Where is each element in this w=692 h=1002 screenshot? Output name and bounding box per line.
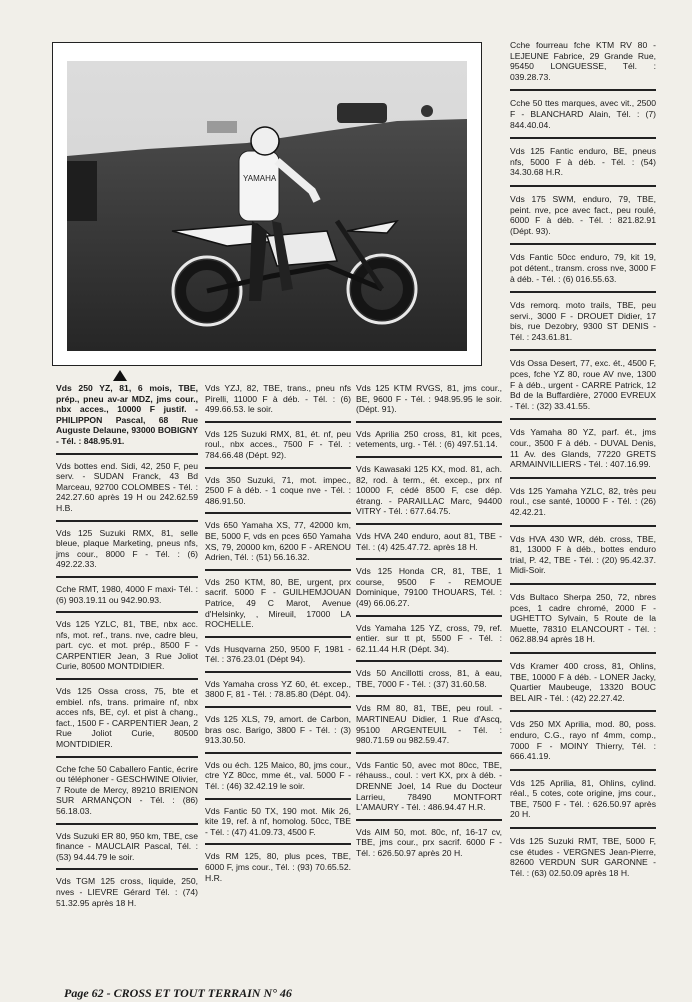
classified-ad: Vds 250 KTM, 80, BE, urgent, prx sacrif. 5000 F - GUILHEMJOUAN Patrice, 49 C Marot, Avenue d'Helsinky, , Mireuil, 17000 LA ROCHELLE. — [205, 577, 351, 638]
classified-ad: Vds 125 Suzuki RMT, TBE, 5000 F, cse études - VERGNES Jean-Pierre, 82600 VERDUN SUR GARONNE - Tél. : (63) 02.50.09 après 18 H. — [510, 836, 656, 878]
classified-ad: Vds HVA 430 WR, déb. cross, TBE, 81, 13000 F à déb., bottes enduro trial, P. 42, TBE - Tél. : (20) 95.42.37. Midi-Soir. — [510, 534, 656, 585]
classified-ad: Vds Yamaha cross YZ 60, ét. excep., 3800 F, 81 - Tél. : 78.85.80 (Dépt. 04). — [205, 679, 351, 708]
classified-ad: Vds Fantic 50, avec mot 80cc, TBE, réhauss., coul. : vert KX, prx à déb. - DRENNE Joel, 14 Rue du Docteur Larrieu, 78490 MONTFORT L'AMAURY - Tél. : 486.94.47 H.R. — [356, 760, 502, 821]
classified-ad: Vds bottes end. Sidi, 42, 250 F, peu serv. - SUDAN Franck, 43 Bd Marceau, 92700 COLOMBES - Tél. : 242.27.60 après 19 H ou 242.62.59 H.B. — [56, 461, 198, 522]
classified-ad: Cche RMT, 1980, 4000 F maxi- Tél. : (6) 903.19.11 ou 942.90.93. — [56, 584, 198, 613]
classified-ad: Vds Ossa Desert, 77, exc. ét., 4500 F, pces, fche YZ 80, roue AV nve, 1300 F à déb., urgent - CARRE Patrick, 12 Bd de la Buffardière, 27000 EVREUX - Tél. : (32) 33.41.55. — [510, 358, 656, 420]
classified-ad: Vds Fantic 50 TX, 190 mot. Mik 26, kite 19, ref. à nf, homolog. 50cc, TBE - Tél. : (47) 41.09.73, 4500 F. — [205, 806, 351, 846]
classified-ad: Cche fourreau fche KTM RV 80 - LEJEUNE Fabrice, 29 Grande Rue, 95450 LONGUESSE, Tél. : 039.28.73. — [510, 40, 656, 91]
classified-ad: Vds 125 Yamaha YZLC, 82, très peu roul., cse santé, 10000 F - Tél. : (26) 42.42.21. — [510, 486, 656, 527]
classified-ad: Vds 125 Suzuki RMX, 81, selle bleue, plaque Marketing, pneus nfs, jms cour., 8000 F - Tél. : (6) 492.22.33. — [56, 528, 198, 578]
classified-ad: Vds Kawasaki 125 KX, mod. 81, ach. 82, rod. à term., ét. excep., prx nf 10000 F, cédé 8500 F, cse dép. étrang. - PARAILLAC Marc, 94400 VITRY - Tél. : 677.64.75. — [356, 464, 502, 525]
classified-ad: Vds ou éch. 125 Maico, 80, jms cour., ctre YZ 80cc, mme ét., val. 5000 F - Tél. : (46) 32.42.19 le soir. — [205, 760, 351, 800]
classified-ad: Vds 125 XLS, 79, amort. de Carbon, bras osc. Barigo, 3800 F - Tél. : (3) 913.30.50. — [205, 714, 351, 754]
classifieds-column-3 — [356, 383, 502, 871]
classified-ad: Vds 650 Yamaha XS, 77, 42000 km, BE, 5000 F, vds en pces 650 Yamaha XS, 79, 20000 km, 6200 F - ARENOU Adrien, Tél. : (51) 56.16.32. — [205, 520, 351, 570]
classified-ad: Vds Kramer 400 cross, 81, Ohlins, TBE, 10000 F à déb. - LONER Jacky, Quartier Maubeuge, 13320 BOUC BEL AIR - Tél. : (42) 22.27.42. — [510, 661, 656, 712]
classified-ad: Vds Bultaco Sherpa 250, 72, nbres pces, 1 cadre chromé, 2000 F - UGHETTO Sylvain, 5 Route de la Muette, 78310 ELANCOURT - Tél. : 062.88.94 après 18 H. — [510, 592, 656, 654]
classified-ad: Vds AIM 50, mot. 80c, nf, 16-17 cv, TBE, jms cour., prx sacrif. 6000 F - Tél. : 626.50.97 après 20 H. — [356, 826, 502, 858]
classifieds-column-1 — [56, 383, 198, 920]
classified-ad: Vds Aprilia 250 cross, 81, kit pces, vetements, urg. - Tél. : (6) 497.51.14. — [356, 429, 502, 458]
classified-ad: Vds 125 KTM RVGS, 81, jms cour., BE, 9600 F - Tél. : 948.95.95 le soir. (Dépt. 91). — [356, 383, 502, 423]
classified-ad: Cche 50 ttes marques, avec vit., 2500 F - BLANCHARD Alain, Tél. : (7) 844.40.04. — [510, 98, 656, 139]
classified-ad: Vds 175 SWM, enduro, 79, TBE, peint. nve, pce avec fact., peu roulé, 6000 F à déb. - Tél. : 821.82.91 (Dépt. 93). — [510, 194, 656, 245]
page-footer: Page 62 - CROSS ET TOUT TERRAIN N° 46 — [64, 986, 292, 1000]
classified-ad: Vds 350 Suzuki, 71, mot. impec., 2500 F à déb. - 1 coque nve - Tél. : 486.91.50. — [205, 475, 351, 515]
classified-ad: Vds TGM 125 cross, liquide, 250, nves - LIEVRE Gérard Tél. : (74) 51.32.95 après 18 H. — [56, 876, 198, 908]
classified-ad: Vds Yamaha 125 YZ, cross, 79, ref. entier. sur tt pt, 5500 F - Tél. : 62.11.44 H.R (Dépt. 34). — [356, 623, 502, 663]
photo-image — [67, 61, 467, 351]
motocross-photo — [52, 42, 482, 366]
bike-label: YAMAHA — [243, 174, 277, 183]
classified-ad: Vds Husqvarna 250, 9500 F, 1981 - Tél. : 376.23.01 (Dépt 94). — [205, 644, 351, 673]
classified-ad: Vds Fantic 50cc enduro, 79, kit 19, pot détent., transm. cross nve, 3000 F à déb. - Tél. : (6) 016.55.63. — [510, 252, 656, 293]
classified-ad: Vds remorq. moto trails, TBE, peu servi., 3000 F - DROUET Didier, 17 bis, rue Dezobry, 9300 ST DENIS - Tél. : 243.61.81. — [510, 300, 656, 351]
classified-ad: Vds 50 Ancillotti cross, 81, à eau, TBE, 7000 F - Tél. : (37) 31.60.58. — [356, 668, 502, 697]
classified-ad: Vds YZJ, 82, TBE, trans., pneu nfs Pirelli, 11000 F à déb. - Tél. : (6) 499.66.53. le soir. — [205, 383, 351, 423]
classified-ad: Vds 125 Honda CR, 81, TBE, 1 course, 9500 F - REMOUE Dominique, 79100 THOUARS, Tél. : (49) 66.06.27. — [356, 566, 502, 616]
classified-ad: Cche fche 50 Caballero Fantic, écrire ou téléphoner - GESCHWINE Olivier, 7 Route de Mercy, 89210 BRIENON SUR ARMANÇON - Tél. : (86) 56.18.03. — [56, 764, 198, 825]
classified-ad: Vds RM 125, 80, plus pces, TBE, 6000 F, jms cour., Tél. : (93) 70.65.52. H.R. — [205, 851, 351, 883]
classified-ad: Vds HVA 240 enduro, aout 81, TBE - Tél. : (4) 425.47.72. après 18 H. — [356, 531, 502, 560]
classified-ad: Vds 250 YZ, 81, 6 mois, TBE, prép., pneu av-ar MDZ, jms cour., nbx acces., 10000 F justif. - PHILIPPON Pascal, 68 Rue Auguste Delaune, 93000 BOBIGNY - Tél. : 848.95.91. — [56, 383, 198, 455]
classified-ad: Vds 125 Suzuki RMX, 81, ét. nf, peu roul., nbx acces., 7500 F - Tél. : 784.66.48 (Dépt. 92). — [205, 429, 351, 469]
classified-ad: Vds 125 YZLC, 81, TBE, nbx acc. nfs, mot. ref., trans. nve, cadre bleu, part. cyc. et mot. prép., 8500 F - CARPENTIER Jean, 3 Rue Joliot Curie, 80500 MONTDIDIER. — [56, 619, 198, 680]
classified-ad: Vds 250 MX Aprilia, mod. 80, poss. enduro, C.G., rayo nf 4mm, comp., 7000 F - MOINY Thierry, Tél. : 666.41.19. — [510, 719, 656, 770]
classified-ad: Vds Suzuki ER 80, 950 km, TBE, cse finance - MAUCLAIR Pascal, Tél. : (53) 94.44.79 le soir. — [56, 831, 198, 871]
classified-ad: Vds 125 Fantic enduro, BE, pneus nfs, 5000 F à déb. - Tél. : (54) 34.30.68 H.R. — [510, 146, 656, 187]
classifieds-column-2 — [205, 383, 351, 895]
classified-ad: Vds RM 80, 81, TBE, peu roul. - MARTINEAU Didier, 1 Rue d'Ascq, 95100 ARGENTEUIL - Tél. : 980.71.59 ou 982.59.47. — [356, 703, 502, 753]
classified-ad: Vds 125 Aprilia, 81, Ohlins, cylind. réal., 5 cotes, cote origine, jms cour., TBE, 7500 F - Tél. : 626.50.97 après 20 H. — [510, 778, 656, 829]
caption-arrow-icon — [113, 370, 127, 381]
classified-ad: Vds Yamaha 80 YZ, parf. ét., jms cour., 3500 F à déb. - DUVAL Denis, 11 Av. des Glands, 77220 GRETS ARMAINVILLIERS - Tél. : 407.16.99. — [510, 427, 656, 478]
classifieds-column-4 — [510, 40, 656, 892]
classified-ad: Vds 125 Ossa cross, 75, bte et embiel. nfs, trans. primaire nf, nbx acces nfs, BE, cyl. et pist à chang., fact., 1500 F - CARPENTIER Jean, 2 Rue Joliot Curie, 80500 MONTDIDIER. — [56, 686, 198, 758]
